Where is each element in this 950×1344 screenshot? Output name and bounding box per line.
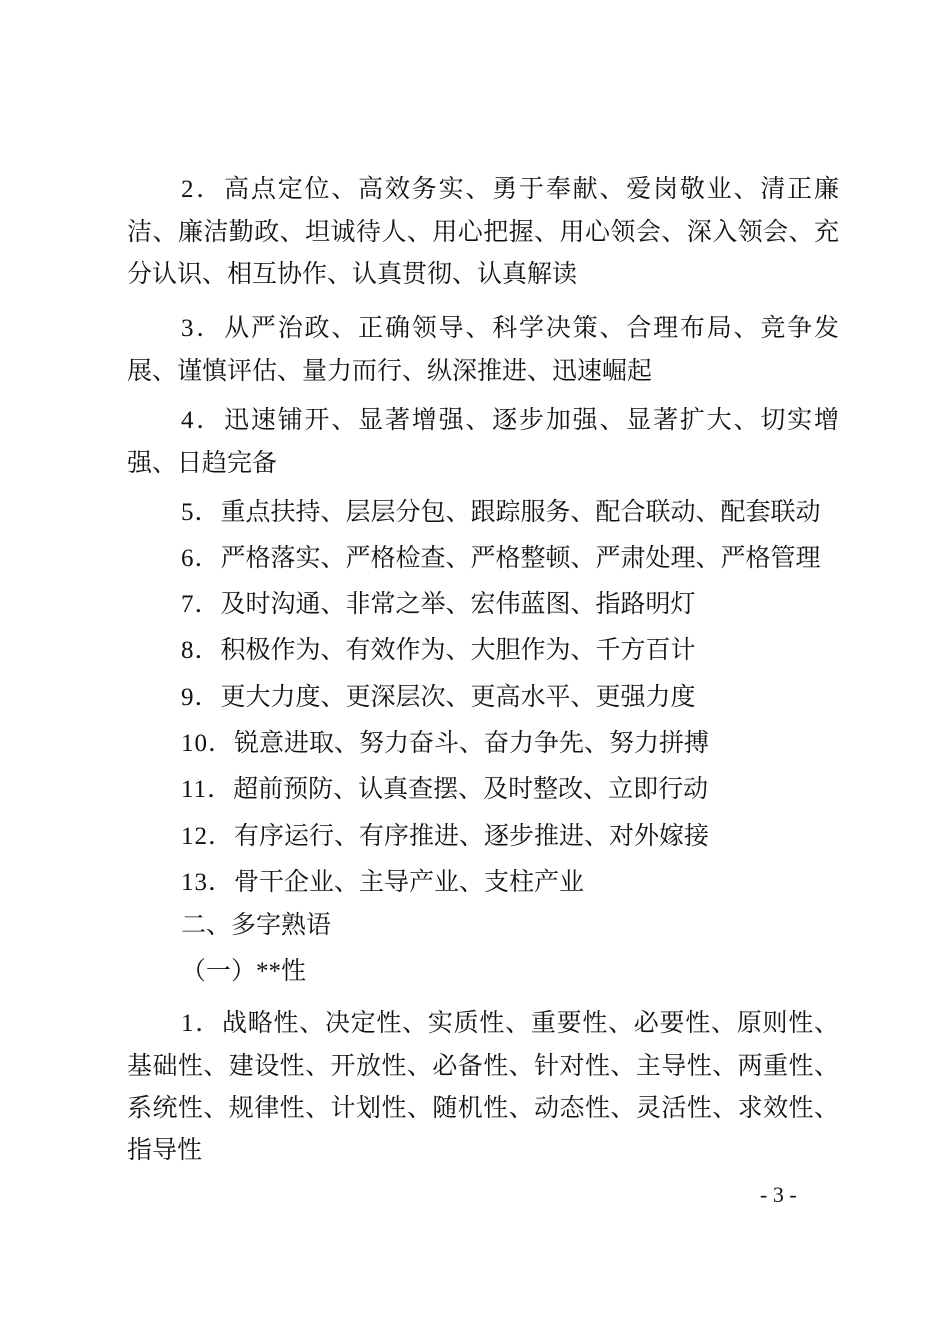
item-number: 7．: [181, 591, 221, 618]
item-text: 积极作为、有效作为、大胆作为、千方百计: [220, 635, 696, 664]
list-item-3: [127, 307, 839, 392]
item-text: 及时沟通、非常之举、宏伟蓝图、指路明灯: [220, 589, 696, 618]
item-number: 10．: [181, 730, 235, 757]
item-number: 3．: [181, 315, 225, 342]
item-text: 骨干企业、主导产业、支柱产业: [234, 867, 585, 896]
item-number: 12．: [181, 823, 235, 850]
item-text: 从严治政、正确领导、科学决策、合理布局、竞争发展、谨慎评估、量力而行、纵深推进、迅速崛起: [127, 313, 839, 385]
item-text: 重点扶持、层层分包、跟踪服务、配合联动、配套联动: [220, 497, 821, 526]
subsection-stars: **: [256, 958, 282, 985]
list-item-2: [127, 168, 839, 295]
subsection-heading: [181, 950, 306, 993]
list-item-13: [127, 861, 839, 904]
list-item-11: [127, 768, 839, 811]
item-text: 超前预防、认真查摆、及时整改、立即行动: [233, 774, 709, 803]
subsection-open: （一）: [181, 956, 257, 985]
list-item-4: [127, 399, 839, 484]
item-number: 6．: [181, 545, 221, 572]
item-number: 11．: [181, 776, 234, 803]
item-text: 战略性、决定性、实质性、重要性、必要性、原则性、基础性、建设性、开放性、必备性、针对性、主导性、两重性、系统性、规律性、计划性、随机性、动态性、灵活性、求效性、指导性: [127, 1008, 839, 1164]
item-text: 高点定位、高效务实、勇于奉献、爱岗敬业、清正廉洁、廉洁勤政、坦诚待人、用心把握、用心领会、深入领会、充分认识、相互协作、认真贯彻、认真解读: [127, 174, 839, 288]
item-number: 5．: [181, 499, 221, 526]
item-text: 更大力度、更深层次、更高水平、更强力度: [220, 682, 696, 711]
item-text: 严格落实、严格检查、严格整顿、严肃处理、严格管理: [220, 543, 821, 572]
item-text: 锐意进取、努力奋斗、奋力争先、努力拼搏: [234, 728, 710, 757]
section-heading: 二、多字熟语: [181, 910, 332, 939]
item-number: 13．: [181, 869, 235, 896]
list-item-12: [127, 815, 839, 858]
item-text: 迅速铺开、显著增强、逐步加强、显著扩大、切实增强、日趋完备: [127, 405, 839, 477]
item-number: 4．: [181, 407, 225, 434]
subsection-suffix: 性: [281, 956, 307, 985]
list-item-9: [127, 676, 839, 719]
list-item-6: [127, 537, 839, 580]
list-item-8: [127, 629, 839, 672]
list-item-7: [127, 583, 839, 626]
list-item-5: [127, 491, 839, 534]
page-number: - 3 -: [760, 1182, 797, 1207]
item-text: 有序运行、有序推进、逐步推进、对外嫁接: [234, 821, 710, 850]
item-number: 8．: [181, 637, 221, 664]
list-item-10: [127, 722, 839, 765]
item-number: 2．: [181, 176, 225, 203]
item-number: 1．: [181, 1010, 222, 1037]
item-number: 9．: [181, 684, 221, 711]
sub-list-item-1: [127, 1002, 839, 1171]
